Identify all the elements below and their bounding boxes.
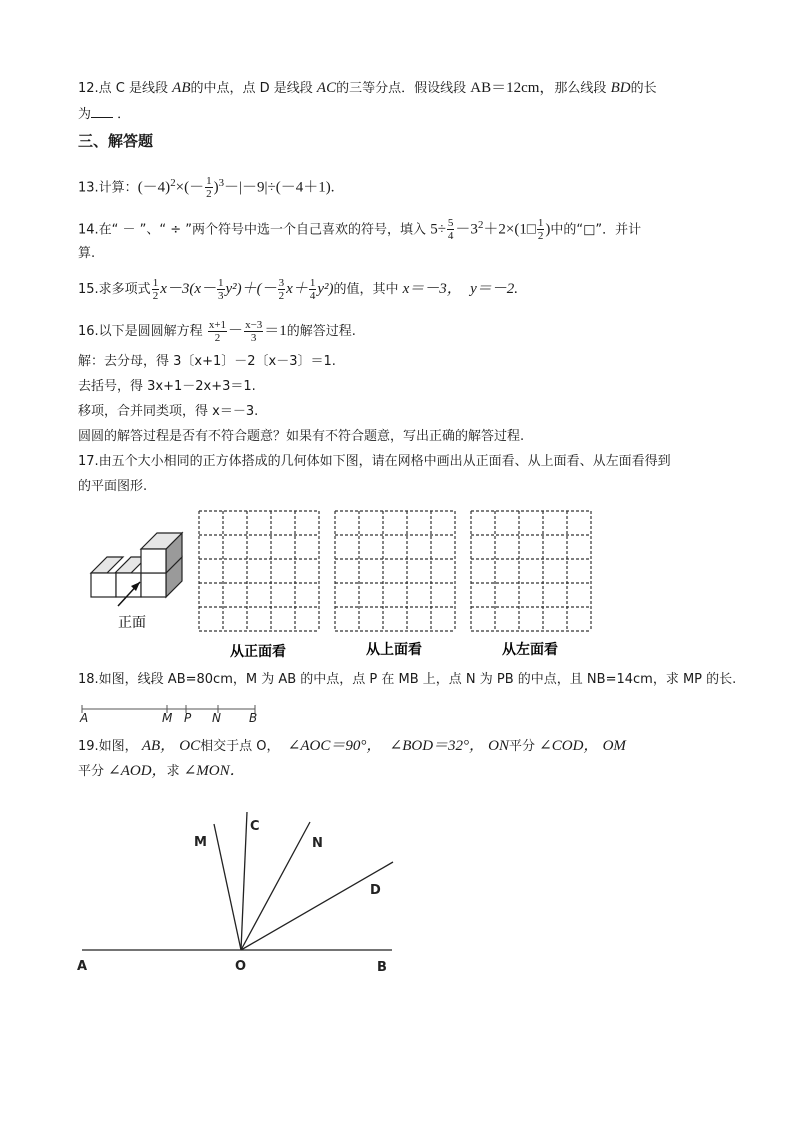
grid-left[interactable]: [471, 511, 591, 631]
q16-title: 16.以下是圆圆解方程 $\frac{x+1}{2}$ － $\frac{x-3}{3}$ ＝1的解答过程.: [78, 319, 356, 344]
grid-label-top: 从上面看: [366, 642, 422, 658]
ray-od: [241, 862, 393, 950]
q15: 15.求多项式 $\frac{1}{2}$ x－3(x－ $\frac{1}{3}$ y²)＋(－ $\frac{3}{2}$ x＋ $\frac{1}{4}$ y²)的值，其中 x＝－3， y＝－2.: [78, 277, 518, 302]
label-d: D: [370, 883, 381, 898]
label-b: B: [377, 960, 387, 975]
q17-line2: 的平面图形.: [78, 479, 148, 494]
q17-figure: [0, 500, 794, 670]
section-title: 三、解答题: [78, 132, 154, 150]
label-a: A: [77, 959, 88, 974]
grid-label-left: 从左面看: [502, 642, 558, 658]
q13: 13.计算：$(-4)^2\times(-$ $\frac{1}{2}$ )$^3$－|－9|÷(－4＋1).: [78, 175, 335, 201]
answer-blank[interactable]: [91, 104, 113, 118]
point-b: B: [249, 711, 258, 725]
label-n: N: [312, 836, 323, 851]
q12-line2: 为 ．: [78, 104, 130, 125]
q19-line1: 19.如图， AB， OC相交于点 O， ∠AOC＝90°， ∠BOD＝32°， ON平分 ∠COD， OM: [78, 738, 626, 754]
point-p: P: [184, 711, 192, 725]
q19-figure: [0, 800, 794, 980]
point-m: M: [162, 711, 173, 725]
front-label: 正面: [118, 615, 146, 631]
point-a: A: [80, 711, 89, 725]
q16-step3: 移项，合并同类项，得 x＝－3.: [78, 404, 259, 419]
label-o: O: [235, 959, 247, 974]
grid-top[interactable]: [335, 511, 455, 631]
ray-on: [241, 822, 310, 950]
grid-front[interactable]: [199, 511, 319, 631]
point-n: N: [212, 711, 221, 725]
q12-line1: 12.点 C 是线段 AB的中点，点 D 是线段 AC的三等分点．假设线段 AB＝12cm，那么线段 BD的长: [78, 80, 657, 96]
ray-oc: [241, 812, 247, 950]
q17-line1: 17.由五个大小相同的正方体搭成的几何体如下图，请在网格中画出从正面看、从上面看、从左面看得到: [78, 454, 671, 469]
label-m: M: [194, 835, 207, 850]
q16-step2: 去括号，得 3x+1－2x+3＝1.: [78, 379, 256, 394]
q18-segment: [0, 700, 794, 730]
q16-step1: 解：去分母，得 3〔x+1〕－2〔x－3〕＝1.: [78, 354, 336, 369]
q19-line2: 平分 ∠AOD，求 ∠MON．: [78, 763, 245, 779]
q14-line1: 14.在“ － ”、“ ÷ ”两个符号中选一个自己喜欢的符号，填入 5÷ $\frac{5}{4}$ $-3^2+2\times(1□$ $\frac{1}{2}$ )中的“□”．并计: [78, 217, 642, 243]
label-c: C: [250, 819, 260, 834]
q14-line2: 算.: [78, 246, 96, 261]
grid-label-front: 从正面看: [230, 644, 286, 660]
q16-question: 圆圆的解答过程是否有不符合题意？如果有不符合题意，写出正确的解答过程.: [78, 429, 525, 444]
q18-text: 18.如图，线段 AB=80cm，M 为 AB 的中点，点 P 在 MB 上，点 N 为 PB 的中点，且 NB=14cm，求 MP 的长.: [78, 672, 737, 687]
ray-om: [214, 824, 241, 950]
